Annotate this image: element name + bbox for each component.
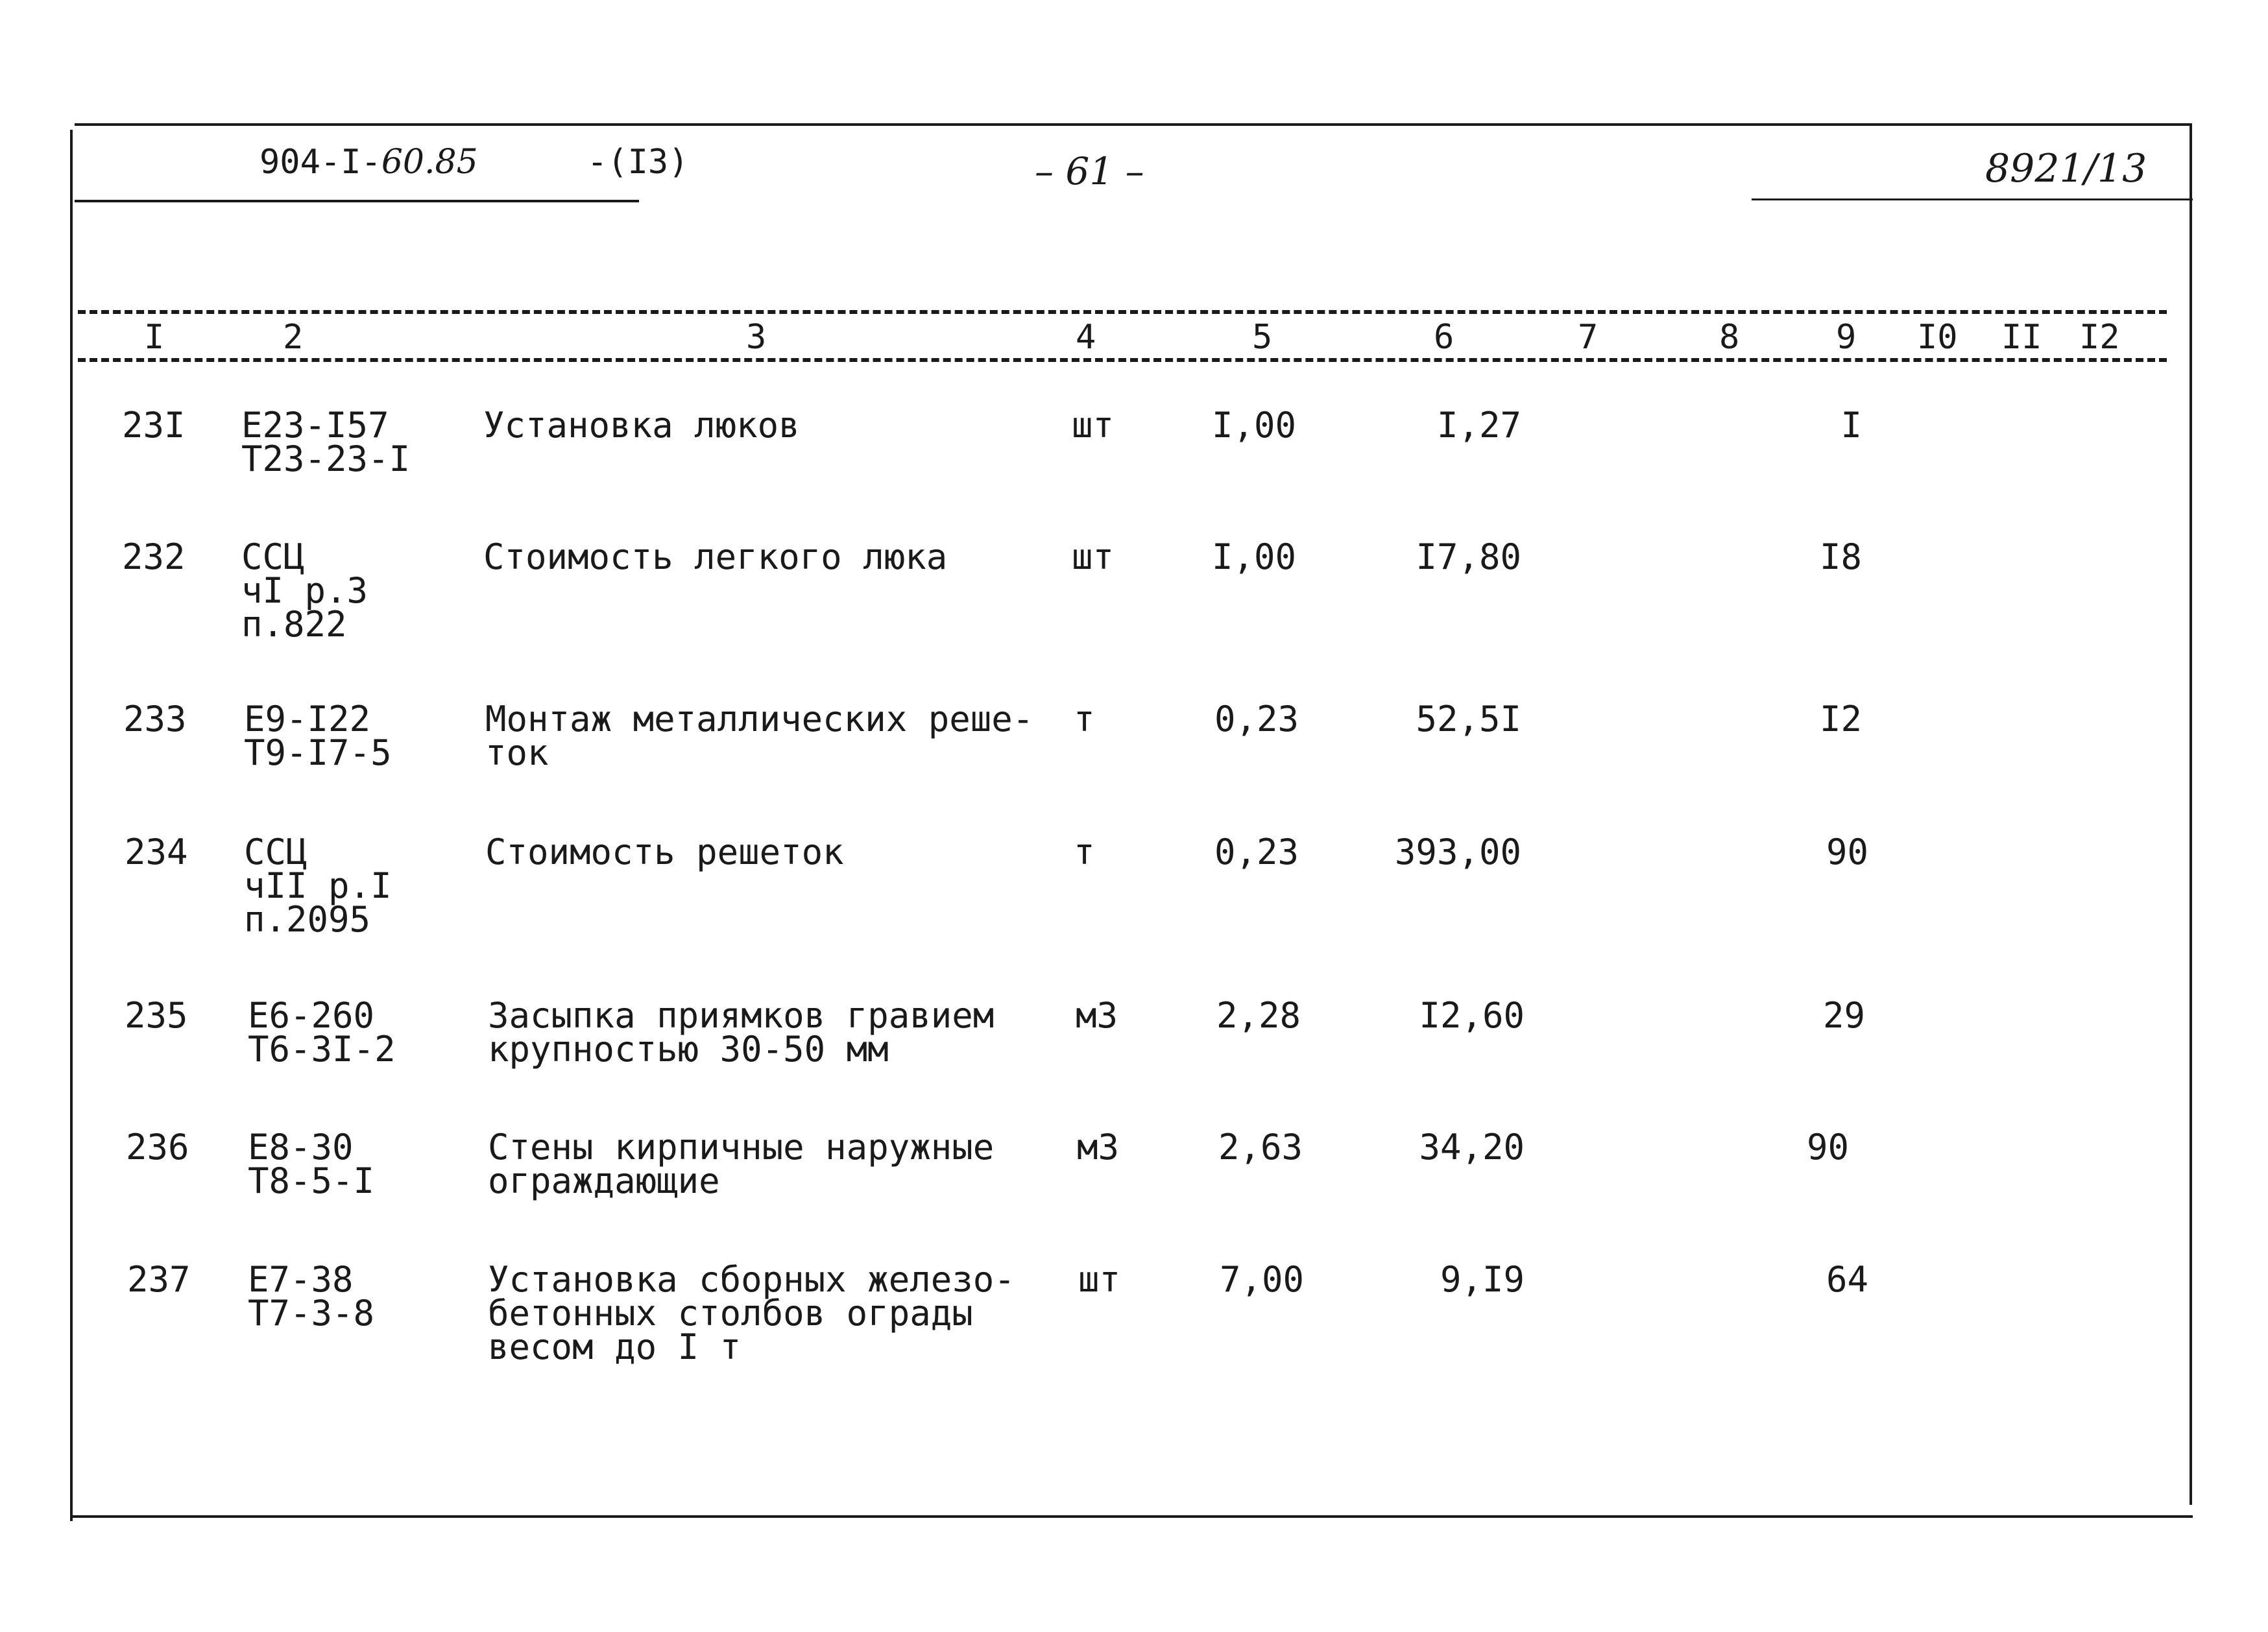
column-number-4: 4 <box>1076 318 1096 357</box>
total-cost: I8 <box>1819 536 1862 577</box>
column-number-11: II <box>2001 318 2042 357</box>
norm-code: E7-38 T7-3-8 <box>248 1259 375 1334</box>
frame-top-line <box>75 123 2190 126</box>
quantity: 2,63 <box>1218 1127 1303 1168</box>
norm-code: E6-260 T6-3I-2 <box>248 995 396 1070</box>
quantity: 7,00 <box>1220 1259 1305 1300</box>
column-number-2: 2 <box>283 318 304 357</box>
frame-right-line <box>2190 123 2192 1505</box>
column-number-7: 7 <box>1578 318 1598 357</box>
unit-price: I7,80 <box>1416 536 1521 577</box>
column-number-1: I <box>144 318 165 357</box>
column-band-top-line <box>78 310 2167 314</box>
row-number: 232 <box>122 536 186 577</box>
column-number-12: I2 <box>2079 318 2120 357</box>
sheet-code: 8921/13 <box>1985 146 2147 191</box>
unit-price: 9,I9 <box>1440 1259 1525 1300</box>
unit-price: I2,60 <box>1419 995 1525 1036</box>
frame-left-line <box>70 130 73 1521</box>
row-number: 235 <box>125 995 188 1036</box>
page-number: – 61 – <box>1035 149 1144 193</box>
work-description: Стены кирпичные наружные ограждающие <box>488 1127 995 1201</box>
work-description: Стоимость легкого люка <box>483 536 948 577</box>
column-number-10: I0 <box>1917 318 1958 357</box>
norm-code: E9-I22 T9-I7-5 <box>244 699 392 773</box>
section-label: -(I3) <box>587 143 689 182</box>
norm-code: E23-I57 T23-23-I <box>241 405 411 479</box>
unit: шт <box>1072 405 1115 446</box>
unit-price: 34,20 <box>1419 1127 1525 1168</box>
frame-header-divider <box>75 200 639 202</box>
column-number-5: 5 <box>1252 318 1273 357</box>
quantity: I,00 <box>1212 405 1297 446</box>
frame-bottom-line <box>73 1515 2193 1518</box>
column-number-9: 9 <box>1836 318 1857 357</box>
row-number: 234 <box>125 832 188 872</box>
column-number-3: 3 <box>746 318 767 357</box>
unit-price: I,27 <box>1436 405 1521 446</box>
work-description: Установка люков <box>483 405 800 446</box>
quantity: I,00 <box>1212 536 1297 577</box>
unit-price: 393,00 <box>1394 832 1521 872</box>
quantity: 0,23 <box>1214 832 1299 872</box>
work-description: Монтаж металлических реше- ток <box>485 699 1034 773</box>
quantity: 2,28 <box>1216 995 1301 1036</box>
row-number: 23I <box>122 405 186 446</box>
total-cost: 29 <box>1822 995 1865 1036</box>
unit: м3 <box>1077 1127 1120 1168</box>
frame-header-divider-right <box>1752 198 2193 200</box>
total-cost: I <box>1840 405 1862 446</box>
row-number: 236 <box>126 1127 189 1168</box>
unit-price: 52,5I <box>1416 699 1521 739</box>
unit: м3 <box>1076 995 1118 1036</box>
total-cost: 64 <box>1826 1259 1868 1300</box>
column-number-8: 8 <box>1719 318 1740 357</box>
row-number: 237 <box>127 1259 191 1300</box>
unit: т <box>1074 699 1095 739</box>
column-number-6: 6 <box>1434 318 1454 357</box>
quantity: 0,23 <box>1214 699 1299 739</box>
work-description: Стоимость решеток <box>485 832 844 872</box>
unit: т <box>1074 832 1095 872</box>
row-number: 233 <box>123 699 187 739</box>
norm-code: ССЦ чII р.I п.2095 <box>244 832 392 940</box>
total-cost: I2 <box>1819 699 1862 739</box>
work-description: Засыпка приямков гравием крупностью 30-50 мм <box>488 995 995 1070</box>
doc-code-handwritten: 60.85 <box>381 143 478 182</box>
total-cost: 90 <box>1806 1127 1849 1168</box>
doc-code-printed: 904-I- <box>259 143 381 182</box>
unit: шт <box>1072 536 1115 577</box>
doc-code <box>259 143 478 182</box>
total-cost: 90 <box>1826 832 1868 872</box>
column-band-bottom-line <box>78 358 2167 362</box>
norm-code: E8-30 T8-5-I <box>248 1127 375 1201</box>
unit: шт <box>1078 1259 1121 1300</box>
work-description: Установка сборных железо- бетонных столбов ограды весом до I т <box>488 1259 1015 1367</box>
norm-code: ССЦ чI р.3 п.822 <box>241 536 368 645</box>
